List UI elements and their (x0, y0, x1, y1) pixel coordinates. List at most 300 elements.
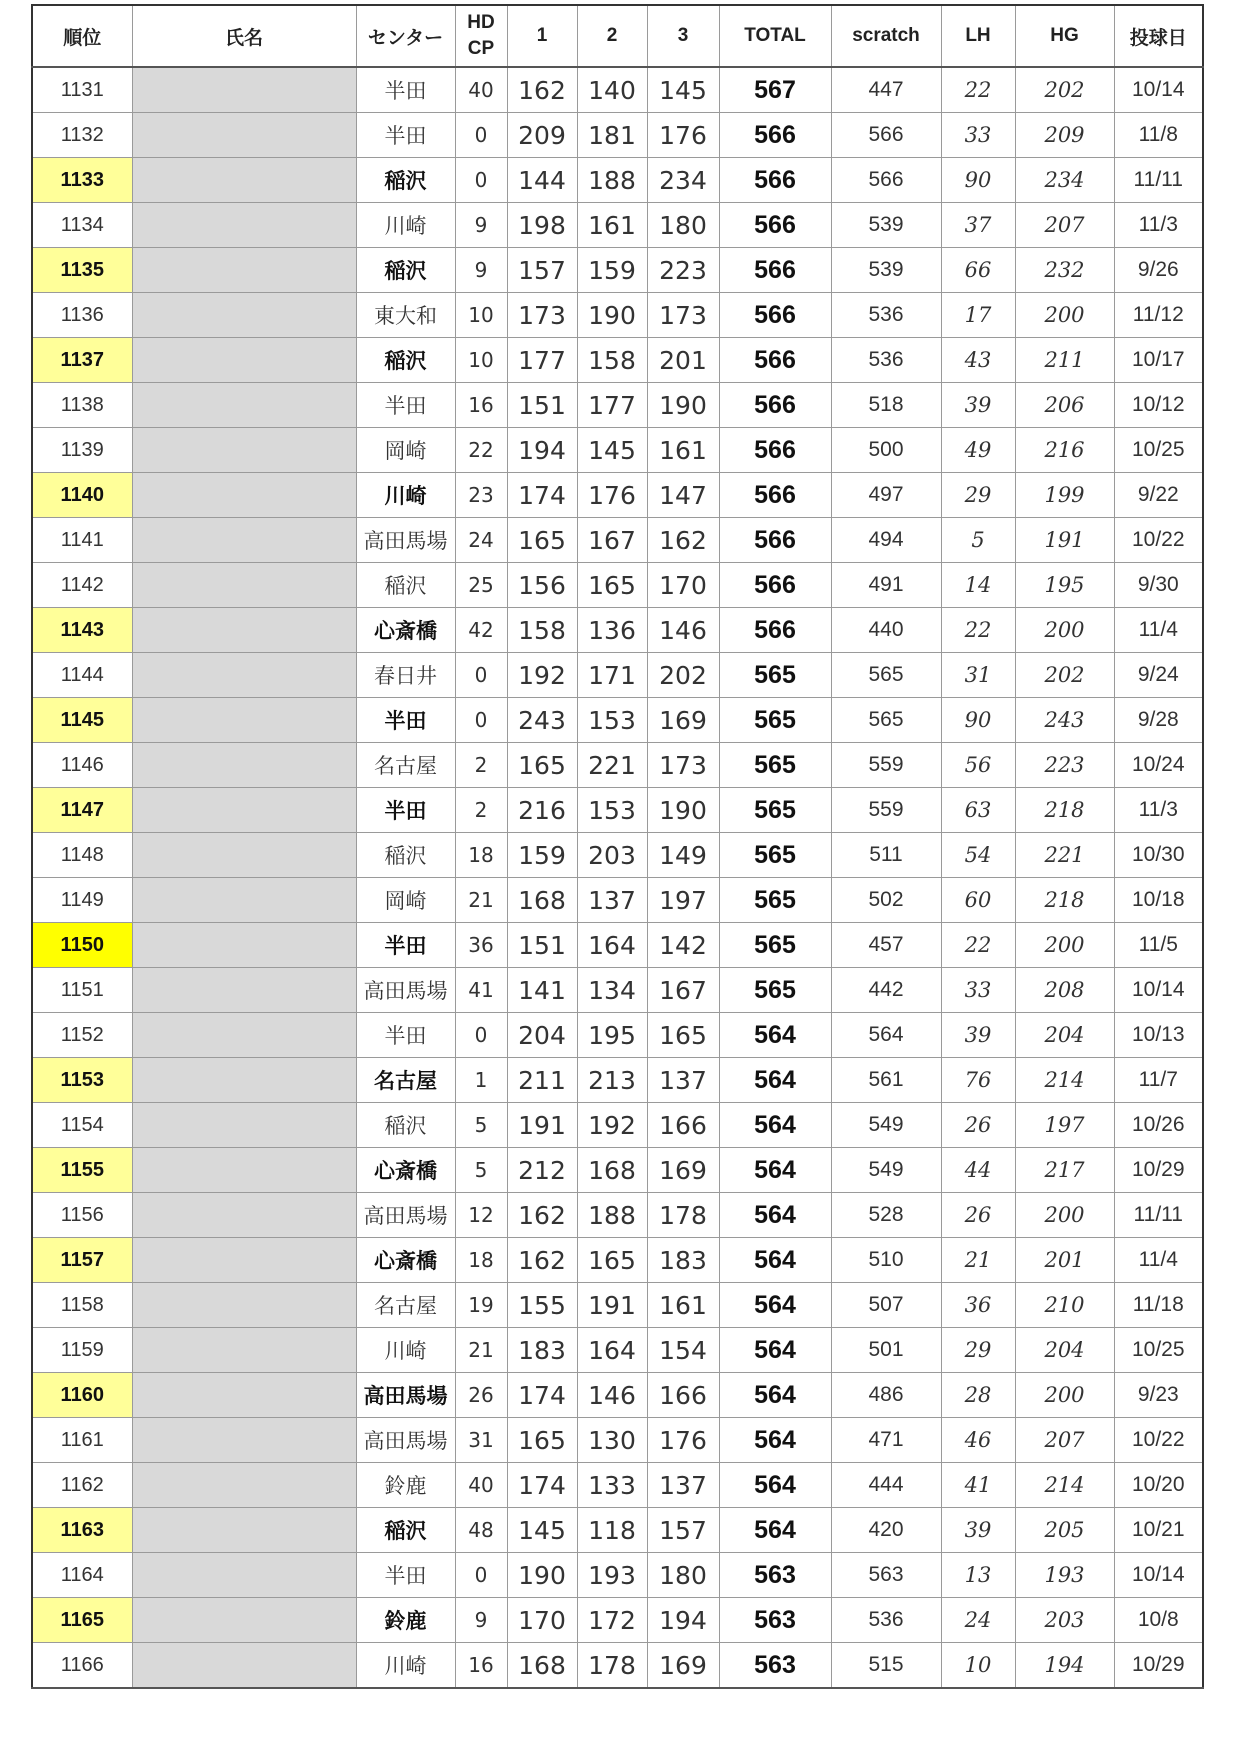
center-cell: 高田馬場 (356, 1373, 455, 1418)
hdcp-cell: 9 (455, 1598, 507, 1643)
table-row (32, 158, 1203, 203)
date-cell: 10/26 (1114, 1103, 1203, 1148)
scratch-cell: 561 (831, 1058, 941, 1103)
hdcp-cell: 2 (455, 743, 507, 788)
hg-cell: 200 (1015, 923, 1114, 968)
table-row (32, 1553, 1203, 1598)
scratch-cell: 539 (831, 203, 941, 248)
total-cell: 565 (719, 653, 831, 698)
scratch-cell: 440 (831, 608, 941, 653)
hg-cell: 202 (1015, 653, 1114, 698)
total-cell: 564 (719, 1463, 831, 1508)
player-name-cell (132, 67, 356, 113)
player-name-cell (132, 788, 356, 833)
game-3-cell: 137 (647, 1058, 719, 1103)
game-1-cell: 174 (507, 1463, 577, 1508)
center-cell: 稲沢 (356, 1508, 455, 1553)
table-row (32, 653, 1203, 698)
table-row (32, 518, 1203, 563)
player-name-cell (132, 833, 356, 878)
game-3-cell: 157 (647, 1508, 719, 1553)
table-row (32, 203, 1203, 248)
rank-cell: 1157 (32, 1238, 132, 1283)
hg-cell: 234 (1015, 158, 1114, 203)
game-2-cell: 164 (577, 923, 647, 968)
game-2-cell: 203 (577, 833, 647, 878)
header-total: TOTAL (719, 5, 831, 67)
date-cell: 11/5 (1114, 923, 1203, 968)
header-name: 氏名 (132, 5, 356, 67)
table-row (32, 1103, 1203, 1148)
center-cell: 心斎橋 (356, 1148, 455, 1193)
hdcp-cell: 24 (455, 518, 507, 563)
center-cell: 川崎 (356, 473, 455, 518)
lh-cell: 41 (941, 1463, 1015, 1508)
date-cell: 10/29 (1114, 1148, 1203, 1193)
game-2-cell: 146 (577, 1373, 647, 1418)
hdcp-cell: 18 (455, 833, 507, 878)
table-row (32, 67, 1203, 113)
center-cell: 半田 (356, 113, 455, 158)
hg-cell: 204 (1015, 1013, 1114, 1058)
lh-cell: 14 (941, 563, 1015, 608)
game-2-cell: 165 (577, 563, 647, 608)
table-row (32, 608, 1203, 653)
center-cell: 高田馬場 (356, 1193, 455, 1238)
center-cell: 半田 (356, 923, 455, 968)
lh-cell: 76 (941, 1058, 1015, 1103)
date-cell: 11/4 (1114, 1238, 1203, 1283)
hdcp-cell: 0 (455, 653, 507, 698)
game-3-cell: 183 (647, 1238, 719, 1283)
total-cell: 566 (719, 248, 831, 293)
total-cell: 567 (719, 67, 831, 113)
table-row (32, 473, 1203, 518)
player-name-cell (132, 338, 356, 383)
table-row (32, 1238, 1203, 1283)
scratch-cell: 447 (831, 67, 941, 113)
hg-cell: 199 (1015, 473, 1114, 518)
game-1-cell: 145 (507, 1508, 577, 1553)
header-rank: 順位 (32, 5, 132, 67)
center-cell: 高田馬場 (356, 518, 455, 563)
center-cell: 川崎 (356, 1328, 455, 1373)
hg-cell: 223 (1015, 743, 1114, 788)
game-3-cell: 149 (647, 833, 719, 878)
date-cell: 10/22 (1114, 1418, 1203, 1463)
scratch-cell: 497 (831, 473, 941, 518)
table-row (32, 1283, 1203, 1328)
hg-cell: 218 (1015, 878, 1114, 923)
player-name-cell (132, 158, 356, 203)
table-row (32, 968, 1203, 1013)
player-name-cell (132, 878, 356, 923)
center-cell: 鈴鹿 (356, 1598, 455, 1643)
game-1-cell: 168 (507, 878, 577, 923)
rank-cell: 1131 (32, 67, 132, 113)
total-cell: 564 (719, 1328, 831, 1373)
player-name-cell (132, 428, 356, 473)
game-2-cell: 177 (577, 383, 647, 428)
total-cell: 564 (719, 1148, 831, 1193)
center-cell: 稲沢 (356, 248, 455, 293)
player-name-cell (132, 1508, 356, 1553)
player-name-cell (132, 1013, 356, 1058)
rank-cell: 1149 (32, 878, 132, 923)
game-3-cell: 169 (647, 1643, 719, 1689)
game-1-cell: 174 (507, 1373, 577, 1418)
hg-cell: 205 (1015, 1508, 1114, 1553)
date-cell: 10/24 (1114, 743, 1203, 788)
hdcp-cell: 25 (455, 563, 507, 608)
hdcp-cell: 2 (455, 788, 507, 833)
player-name-cell (132, 653, 356, 698)
game-1-cell: 141 (507, 968, 577, 1013)
scratch-cell: 565 (831, 698, 941, 743)
rank-cell: 1147 (32, 788, 132, 833)
rank-cell: 1153 (32, 1058, 132, 1103)
scratch-cell: 501 (831, 1328, 941, 1373)
scratch-cell: 500 (831, 428, 941, 473)
table-row (32, 1013, 1203, 1058)
table-row (32, 833, 1203, 878)
hg-cell: 204 (1015, 1328, 1114, 1373)
rank-cell: 1136 (32, 293, 132, 338)
game-2-cell: 136 (577, 608, 647, 653)
hg-cell: 221 (1015, 833, 1114, 878)
lh-cell: 60 (941, 878, 1015, 923)
scratch-cell: 444 (831, 1463, 941, 1508)
hdcp-cell: 36 (455, 923, 507, 968)
hdcp-cell: 0 (455, 698, 507, 743)
table-row (32, 1148, 1203, 1193)
header-game-1: 1 (507, 5, 577, 67)
scratch-cell: 565 (831, 653, 941, 698)
game-2-cell: 158 (577, 338, 647, 383)
player-name-cell (132, 1058, 356, 1103)
game-3-cell: 147 (647, 473, 719, 518)
total-cell: 564 (719, 1373, 831, 1418)
lh-cell: 33 (941, 113, 1015, 158)
hg-cell: 211 (1015, 338, 1114, 383)
scratch-cell: 549 (831, 1103, 941, 1148)
date-cell: 10/14 (1114, 1553, 1203, 1598)
center-cell: 稲沢 (356, 158, 455, 203)
game-3-cell: 161 (647, 1283, 719, 1328)
hdcp-cell: 0 (455, 158, 507, 203)
scratch-cell: 566 (831, 113, 941, 158)
player-name-cell (132, 968, 356, 1013)
total-cell: 563 (719, 1553, 831, 1598)
rank-cell: 1151 (32, 968, 132, 1013)
game-1-cell: 190 (507, 1553, 577, 1598)
date-cell: 11/7 (1114, 1058, 1203, 1103)
hg-cell: 214 (1015, 1058, 1114, 1103)
game-3-cell: 137 (647, 1463, 719, 1508)
hg-cell: 203 (1015, 1598, 1114, 1643)
rank-cell: 1141 (32, 518, 132, 563)
game-2-cell: 153 (577, 698, 647, 743)
player-name-cell (132, 1193, 356, 1238)
table-header (32, 5, 1203, 67)
scratch-cell: 518 (831, 383, 941, 428)
hg-cell: 191 (1015, 518, 1114, 563)
player-name-cell (132, 1283, 356, 1328)
date-cell: 10/30 (1114, 833, 1203, 878)
player-name-cell (132, 1373, 356, 1418)
table-row (32, 248, 1203, 293)
table-row (32, 1598, 1203, 1643)
game-2-cell: 176 (577, 473, 647, 518)
hdcp-cell: 31 (455, 1418, 507, 1463)
table-row (32, 1373, 1203, 1418)
game-2-cell: 133 (577, 1463, 647, 1508)
game-2-cell: 178 (577, 1643, 647, 1689)
scratch-cell: 510 (831, 1238, 941, 1283)
rank-cell: 1158 (32, 1283, 132, 1328)
player-name-cell (132, 1418, 356, 1463)
scratch-cell: 494 (831, 518, 941, 563)
hdcp-cell: 1 (455, 1058, 507, 1103)
rank-cell: 1134 (32, 203, 132, 248)
center-cell: 岡崎 (356, 428, 455, 473)
game-2-cell: 134 (577, 968, 647, 1013)
game-2-cell: 171 (577, 653, 647, 698)
lh-cell: 39 (941, 1013, 1015, 1058)
date-cell: 10/25 (1114, 1328, 1203, 1373)
game-3-cell: 176 (647, 1418, 719, 1463)
rank-cell: 1163 (32, 1508, 132, 1553)
date-cell: 9/26 (1114, 248, 1203, 293)
hg-cell: 218 (1015, 788, 1114, 833)
center-cell: 半田 (356, 1553, 455, 1598)
header-row (32, 5, 1203, 67)
game-1-cell: 162 (507, 1238, 577, 1283)
lh-cell: 56 (941, 743, 1015, 788)
hg-cell: 207 (1015, 203, 1114, 248)
game-1-cell: 177 (507, 338, 577, 383)
game-2-cell: 188 (577, 158, 647, 203)
table-row (32, 1508, 1203, 1553)
game-2-cell: 140 (577, 67, 647, 113)
game-2-cell: 168 (577, 1148, 647, 1193)
rank-cell: 1140 (32, 473, 132, 518)
date-cell: 10/14 (1114, 968, 1203, 1013)
game-3-cell: 166 (647, 1373, 719, 1418)
game-2-cell: 213 (577, 1058, 647, 1103)
hg-cell: 208 (1015, 968, 1114, 1013)
game-3-cell: 154 (647, 1328, 719, 1373)
center-cell: 心斎橋 (356, 1238, 455, 1283)
hdcp-cell: 42 (455, 608, 507, 653)
game-1-cell: 204 (507, 1013, 577, 1058)
table-row (32, 698, 1203, 743)
header-lh: LH (941, 5, 1015, 67)
table-row (32, 1418, 1203, 1463)
table-row (32, 788, 1203, 833)
game-1-cell: 211 (507, 1058, 577, 1103)
table-row (32, 428, 1203, 473)
rank-cell: 1150 (32, 923, 132, 968)
player-name-cell (132, 1103, 356, 1148)
scratch-cell: 507 (831, 1283, 941, 1328)
game-3-cell: 167 (647, 968, 719, 1013)
lh-cell: 5 (941, 518, 1015, 563)
scratch-cell: 442 (831, 968, 941, 1013)
total-cell: 564 (719, 1193, 831, 1238)
game-3-cell: 197 (647, 878, 719, 923)
total-cell: 564 (719, 1508, 831, 1553)
hdcp-cell: 5 (455, 1103, 507, 1148)
game-3-cell: 223 (647, 248, 719, 293)
lh-cell: 31 (941, 653, 1015, 698)
hdcp-cell: 18 (455, 1238, 507, 1283)
scratch-cell: 420 (831, 1508, 941, 1553)
game-1-cell: 173 (507, 293, 577, 338)
scratch-cell: 559 (831, 743, 941, 788)
rank-cell: 1162 (32, 1463, 132, 1508)
date-cell: 9/28 (1114, 698, 1203, 743)
lh-cell: 22 (941, 608, 1015, 653)
player-name-cell (132, 1148, 356, 1193)
game-2-cell: 161 (577, 203, 647, 248)
date-cell: 10/12 (1114, 383, 1203, 428)
rank-cell: 1142 (32, 563, 132, 608)
table-row (32, 878, 1203, 923)
header-game-2: 2 (577, 5, 647, 67)
rank-cell: 1161 (32, 1418, 132, 1463)
table-row (32, 1058, 1203, 1103)
total-cell: 565 (719, 698, 831, 743)
game-3-cell: 202 (647, 653, 719, 698)
player-name-cell (132, 473, 356, 518)
header-hdcp-line1: HD (467, 12, 495, 33)
hdcp-cell: 21 (455, 878, 507, 923)
game-3-cell: 190 (647, 383, 719, 428)
scratch-cell: 471 (831, 1418, 941, 1463)
lh-cell: 13 (941, 1553, 1015, 1598)
lh-cell: 44 (941, 1148, 1015, 1193)
header-hdcp (455, 5, 507, 67)
total-cell: 566 (719, 473, 831, 518)
rank-cell: 1145 (32, 698, 132, 743)
total-cell: 565 (719, 878, 831, 923)
lh-cell: 29 (941, 473, 1015, 518)
game-2-cell: 137 (577, 878, 647, 923)
game-2-cell: 172 (577, 1598, 647, 1643)
rank-cell: 1132 (32, 113, 132, 158)
table-row (32, 113, 1203, 158)
total-cell: 565 (719, 788, 831, 833)
date-cell: 10/18 (1114, 878, 1203, 923)
date-cell: 11/3 (1114, 788, 1203, 833)
rank-cell: 1144 (32, 653, 132, 698)
center-cell: 半田 (356, 698, 455, 743)
date-cell: 11/11 (1114, 158, 1203, 203)
header-center: センター (356, 5, 455, 67)
table-row (32, 293, 1203, 338)
lh-cell: 24 (941, 1598, 1015, 1643)
lh-cell: 36 (941, 1283, 1015, 1328)
center-cell: 稲沢 (356, 1103, 455, 1148)
hg-cell: 200 (1015, 1193, 1114, 1238)
game-3-cell: 178 (647, 1193, 719, 1238)
game-1-cell: 170 (507, 1598, 577, 1643)
lh-cell: 28 (941, 1373, 1015, 1418)
lh-cell: 21 (941, 1238, 1015, 1283)
hg-cell: 197 (1015, 1103, 1114, 1148)
hg-cell: 217 (1015, 1148, 1114, 1193)
total-cell: 566 (719, 158, 831, 203)
player-name-cell (132, 1328, 356, 1373)
rank-cell: 1135 (32, 248, 132, 293)
player-name-cell (132, 1643, 356, 1689)
lh-cell: 33 (941, 968, 1015, 1013)
lh-cell: 46 (941, 1418, 1015, 1463)
center-cell: 半田 (356, 67, 455, 113)
rank-cell: 1146 (32, 743, 132, 788)
lh-cell: 49 (941, 428, 1015, 473)
lh-cell: 39 (941, 1508, 1015, 1553)
game-3-cell: 165 (647, 1013, 719, 1058)
rank-cell: 1152 (32, 1013, 132, 1058)
date-cell: 10/14 (1114, 67, 1203, 113)
game-1-cell: 209 (507, 113, 577, 158)
total-cell: 563 (719, 1643, 831, 1689)
date-cell: 11/8 (1114, 113, 1203, 158)
date-cell: 9/23 (1114, 1373, 1203, 1418)
hdcp-cell: 48 (455, 1508, 507, 1553)
center-cell: 心斎橋 (356, 608, 455, 653)
table-row (32, 923, 1203, 968)
scratch-cell: 528 (831, 1193, 941, 1238)
date-cell: 9/30 (1114, 563, 1203, 608)
lh-cell: 63 (941, 788, 1015, 833)
game-2-cell: 118 (577, 1508, 647, 1553)
scratch-cell: 564 (831, 1013, 941, 1058)
game-1-cell: 155 (507, 1283, 577, 1328)
total-cell: 566 (719, 428, 831, 473)
hdcp-cell: 26 (455, 1373, 507, 1418)
rank-cell: 1148 (32, 833, 132, 878)
rank-cell: 1159 (32, 1328, 132, 1373)
center-cell: 名古屋 (356, 1058, 455, 1103)
game-1-cell: 165 (507, 1418, 577, 1463)
player-name-cell (132, 743, 356, 788)
player-name-cell (132, 383, 356, 428)
game-1-cell: 159 (507, 833, 577, 878)
player-name-cell (132, 698, 356, 743)
rank-cell: 1164 (32, 1553, 132, 1598)
game-2-cell: 188 (577, 1193, 647, 1238)
hg-cell: 232 (1015, 248, 1114, 293)
player-name-cell (132, 1463, 356, 1508)
game-1-cell: 183 (507, 1328, 577, 1373)
game-1-cell: 156 (507, 563, 577, 608)
game-3-cell: 173 (647, 293, 719, 338)
table-row (32, 1643, 1203, 1689)
player-name-cell (132, 203, 356, 248)
table-row (32, 383, 1203, 428)
lh-cell: 39 (941, 383, 1015, 428)
scratch-cell: 502 (831, 878, 941, 923)
lh-cell: 22 (941, 923, 1015, 968)
table-body (32, 67, 1203, 1688)
hdcp-cell: 9 (455, 203, 507, 248)
hdcp-cell: 40 (455, 67, 507, 113)
total-cell: 566 (719, 383, 831, 428)
table-row (32, 1328, 1203, 1373)
